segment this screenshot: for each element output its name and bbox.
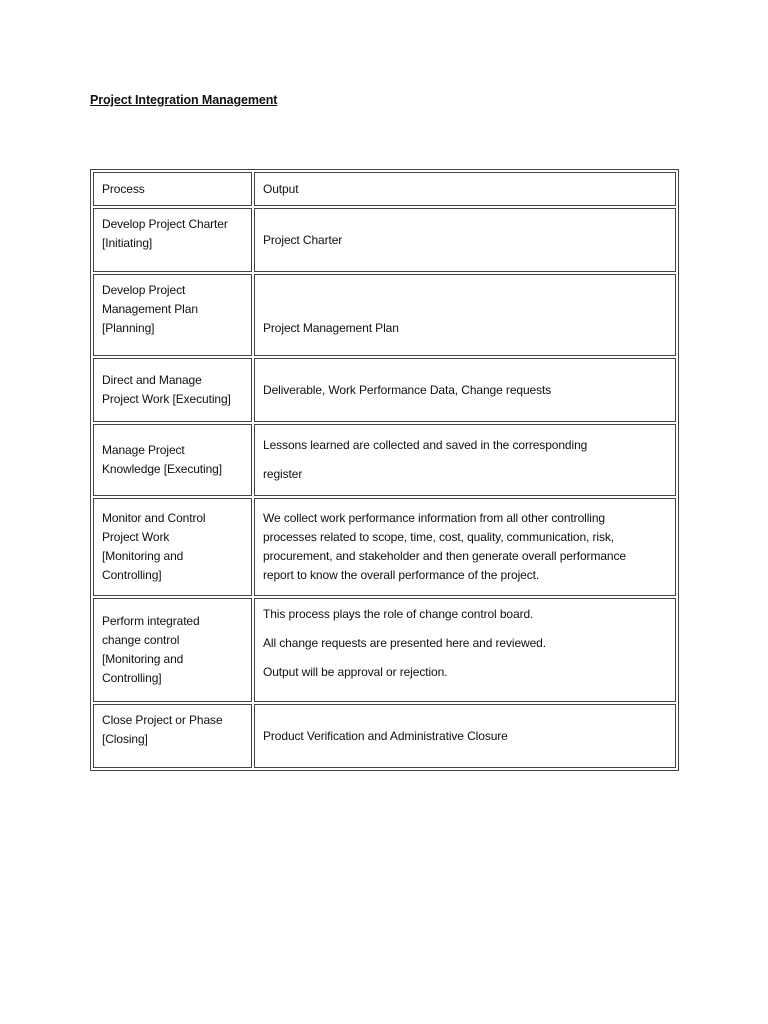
table-row	[93, 598, 676, 702]
output-cell	[254, 498, 676, 596]
output-line: Product Verification and Administrative Closure	[263, 728, 508, 743]
process-line: [Monitoring and	[102, 549, 184, 563]
process-line: Project Work	[102, 530, 170, 544]
table-row	[93, 704, 676, 768]
table-row	[93, 498, 676, 596]
table-header-row	[93, 172, 676, 206]
process-cell	[93, 598, 252, 702]
process-line: Close Project or Phase	[102, 713, 223, 727]
process-line: Develop Project Charter	[102, 217, 228, 231]
process-line: [Monitoring and	[102, 652, 184, 666]
process-cell	[93, 424, 252, 496]
process-line: Perform integrated	[102, 614, 200, 628]
process-line: Management Plan	[102, 302, 198, 316]
process-line: Develop Project	[102, 283, 186, 297]
process-cell	[93, 274, 252, 356]
output-cell	[254, 208, 676, 272]
process-line: [Closing]	[102, 732, 148, 746]
process-cell	[93, 704, 252, 768]
process-line: [Planning]	[102, 321, 155, 335]
process-cell	[93, 498, 252, 596]
table-row	[93, 424, 676, 496]
process-cell	[93, 358, 252, 422]
output-line: Project Management Plan	[263, 321, 399, 335]
output-line: We collect work performance information from all other controlling	[263, 511, 605, 525]
header-process: Process	[93, 172, 252, 206]
output-cell	[254, 704, 676, 768]
process-output-table	[90, 169, 679, 771]
process-line: Manage Project	[102, 443, 185, 457]
output-cell	[254, 424, 676, 496]
process-line: Monitor and Control	[102, 511, 206, 525]
output-cell	[254, 598, 676, 702]
output-line: report to know the overall performance of the project.	[263, 568, 540, 582]
output-line: procurement, and stakeholder and then generate overall performance	[263, 549, 626, 563]
process-line: change control	[102, 633, 180, 647]
process-line: [Initiating]	[102, 236, 153, 250]
process-line: Direct and Manage	[102, 373, 202, 387]
output-line: Project Charter	[263, 232, 343, 247]
table-row	[93, 274, 676, 356]
output-line: All change requests are presented here and reviewed.	[263, 636, 546, 650]
output-line: processes related to scope, time, cost, quality, communication, risk,	[263, 530, 615, 544]
output-line: Output will be approval or rejection.	[263, 665, 448, 679]
output-line: This process plays the role of change control board.	[263, 607, 534, 621]
process-line: Controlling]	[102, 568, 162, 582]
output-cell	[254, 358, 676, 422]
process-cell	[93, 208, 252, 272]
output-line: Lessons learned are collected and saved in the corresponding	[263, 438, 588, 452]
header-output: Output	[254, 172, 676, 206]
process-line: Knowledge [Executing]	[102, 462, 222, 476]
output-line: Deliverable, Work Performance Data, Change requests	[263, 382, 552, 397]
process-line: Project Work [Executing]	[102, 392, 231, 406]
table-row	[93, 358, 676, 422]
process-line: Controlling]	[102, 671, 162, 685]
output-line: register	[263, 467, 303, 481]
output-cell	[254, 274, 676, 356]
document-title: Project Integration Management	[90, 93, 278, 107]
table-row	[93, 208, 676, 272]
